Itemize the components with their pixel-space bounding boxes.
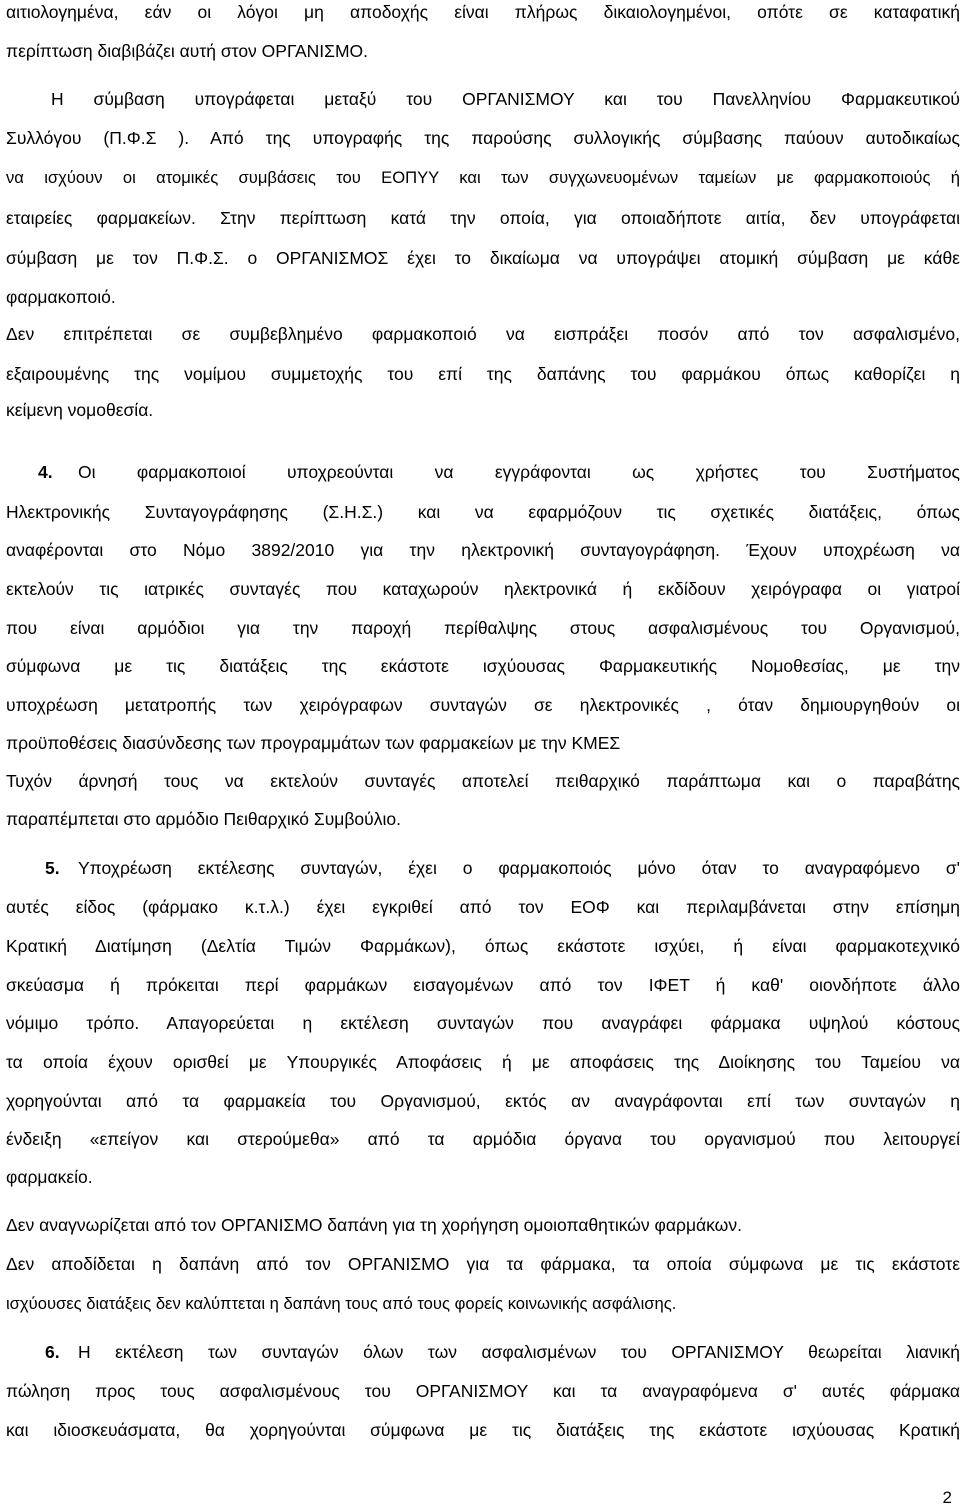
text-line: Υποχρέωση εκτέλεσης συνταγών, έχει ο φαρμακοποιός μόνο όταν το αναγραφόμενο σ' (78, 858, 960, 878)
text-line: ισχύουσες διατάξεις δεν καλύπτεται η δαπάνη τους από τους φορείς κοινωνικής ασφάλισης. (6, 1294, 677, 1313)
page-number: 2 (942, 1488, 952, 1507)
text-line: παραπέμπεται στο αρμόδιο Πειθαρχικό Συμβούλιο. (6, 809, 401, 829)
text-line: φαρμακοποιό. (6, 287, 116, 307)
text-line: Ηλεκτρονικής Συνταγογράφησης (Σ.Η.Σ.) και να εφαρμόζουν τις σχετικές διατάξεις, όπως (6, 502, 960, 522)
text-line: κείμενη νομοθεσία. (6, 400, 154, 420)
text-line: υποχρέωση μετατροπής των χειρόγραφων συνταγών σε ηλεκτρονικές , όταν δημιουργηθούν οι (6, 695, 960, 715)
text-line: τα οποία έχουν ορισθεί με Υπουργικές Αποφάσεις ή με αποφάσεις της Διοίκησης του Ταμείου να (6, 1052, 960, 1072)
text-line: Η εκτέλεση των συνταγών όλων των ασφαλισμένων του ΟΡΓΑΝΙΣΜΟΥ θεωρείται λιανική (78, 1342, 960, 1362)
text-line: περίπτωση διαβιβάζει αυτή στον ΟΡΓΑΝΙΣΜΟ. (6, 41, 369, 61)
text-line: να ισχύουν οι ατομικές συμβάσεις του ΕΟΠΥΥ και των συγχωνευομένων ταμείων με φαρμακοποιούς ή (6, 168, 960, 187)
text-line: Οι φαρμακοποιοί υποχρεούνται να εγγράφονται ως χρήστες του Συστήματος (78, 462, 960, 482)
text-line: Η σύμβαση υπογράφεται μεταξύ του ΟΡΓΑΝΙΣΜΟΥ και του Πανελληνίου Φαρμακευτικού (51, 89, 960, 109)
text-line: χορηγούνται από τα φαρμακεία του Οργανισμού, εκτός αν αναγράφονται επί των συνταγών η (6, 1091, 960, 1111)
text-line: πώληση προς τους ασφαλισμένους του ΟΡΓΑΝΙΣΜΟΥ και τα αναγραφόμενα σ' αυτές φάρμακα (6, 1381, 960, 1401)
text-line: εξαιρουμένης της νομίμου συμμετοχής του επί της δαπάνης του φαρμάκου όπως καθορίζει η (6, 364, 960, 384)
text-line: και ιδιοσκευάσματα, θα χορηγούνται σύμφωνα με τις διατάξεις της εκάστοτε ισχύουσας Κρατική (6, 1420, 960, 1440)
text-line: σύμφωνα με τις διατάξεις της εκάστοτε ισχύουσας Φαρμακευτικής Νομοθεσίας, με την (6, 656, 960, 676)
section-number-5: 5. (45, 858, 60, 878)
text-line: Συλλόγου (Π.Φ.Σ ). Από της υπογραφής της παρούσης συλλογικής σύμβασης παύουν αυτοδικαίως (6, 128, 960, 148)
text-line: προϋποθέσεις διασύνδεσης των προγραμμάτων των φαρμακείων με την ΚΜΕΣ (6, 733, 621, 753)
text-line: νόμιμο τρόπο. Απαγορεύεται η εκτέλεση συνταγών που αναγράφει φάρμακα υψηλού κόστους (6, 1013, 960, 1033)
text-line: Κρατική Διατίμηση (Δελτία Τιμών Φαρμάκων), όπως εκάστοτε ισχύει, ή είναι φαρμακοτεχνικό (6, 936, 960, 956)
text-line: αιτιολογημένα, εάν οι λόγοι μη αποδοχής είναι πλήρως δικαιολογημένοι, οπότε σε καταφατική (6, 2, 960, 22)
text-line: φαρμακείο. (6, 1167, 93, 1187)
text-line: εταιρείες φαρμακείων. Στην περίπτωση κατά την οποία, για οποιαδήποτε αιτία, δεν υπογράφεται (6, 208, 960, 228)
text-line: εκτελούν τις ιατρικές συνταγές που καταχωρούν ηλεκτρονικά ή εκδίδουν χειρόγραφα οι γιατροί (6, 579, 960, 599)
text-line: ένδειξη «επείγον και στερούμεθα» από τα αρμόδια όργανα του οργανισμού που λειτουργεί (6, 1129, 960, 1149)
text-line: Δεν αποδίδεται η δαπάνη από τον ΟΡΓΑΝΙΣΜΟ για τα φάρμακα, τα οποία σύμφωνα με τις εκάστοτε (6, 1254, 960, 1274)
section-number-6: 6. (45, 1342, 60, 1362)
text-line: σύμβαση με τον Π.Φ.Σ. ο ΟΡΓΑΝΙΣΜΟΣ έχει το δικαίωμα να υπογράψει ατομική σύμβαση με κάθε (6, 248, 960, 268)
text-line: αναφέρονται στο Νόμο 3892/2010 για την ηλεκτρονική συνταγογράφηση. Έχουν υποχρέωση να (6, 540, 960, 560)
text-line: σκεύασμα ή πρόκειται περί φαρμάκων εισαγομένων από τον ΙΦΕΤ ή καθ' οιονδήποτε άλλο (6, 975, 960, 995)
text-line: Τυχόν άρνησή τους να εκτελούν συνταγές αποτελεί πειθαρχικό παράπτωμα και ο παραβάτης (6, 771, 960, 791)
section-number-4: 4. (38, 462, 53, 482)
text-line: Δεν αναγνωρίζεται από τον ΟΡΓΑΝΙΣΜΟ δαπάνη για τη χορήγηση ομοιοπαθητικών φαρμάκων. (6, 1215, 742, 1235)
text-line: Δεν επιτρέπεται σε συμβεβλημένο φαρμακοποιό να εισπράξει ποσόν από τον ασφαλισμένο, (6, 324, 960, 344)
text-line: αυτές είδος (φάρμακο κ.τ.λ.) έχει εγκριθεί από τον ΕΟΦ και περιλαμβάνεται στην επίσημη (6, 897, 960, 917)
text-line: που είναι αρμόδιοι για την παροχή περίθαλψης στους ασφαλισμένους του Οργανισμού, (6, 618, 960, 638)
